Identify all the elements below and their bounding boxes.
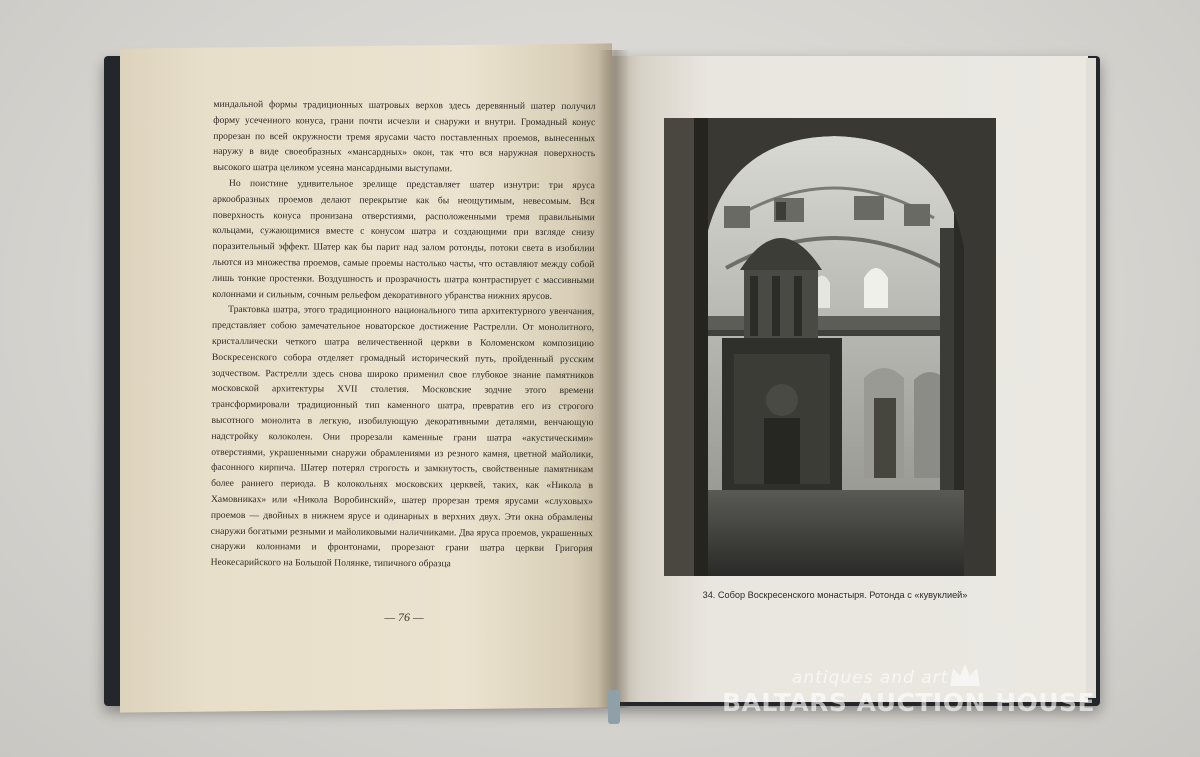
photo-caption: 34. Собор Воскресенского монастыря. Ротонда с «кувуклией»	[702, 590, 968, 600]
bookmark-ribbon	[608, 690, 620, 724]
watermark-tagline: antiques and art	[792, 668, 949, 688]
left-page-text	[211, 97, 596, 573]
paragraph: Но поистине удивительное зрелище представляет шатер изнутри: три яруса аркообразных проемов делают перекрытие как бы неощутимым, невесомым. Вся поверхность конуса пронизана отверстиями, расположенными тремя правильными кольцами, сужающимися вместе с конусом шатра и создающими при взгляде снизу поразительный эффект. Шатер как бы парит над залом ротонды, потоки света в изобилии льются из множества проемов, самые проемы настолько часты, что оставляют между собой лишь тонкие простенки. Воздушность и прозрачность шатра контрастирует с массивными колоннами и сильным, сочным рельефом декоративного убранства нижних ярусов.	[212, 177, 595, 302]
page-edges	[1086, 58, 1096, 698]
paragraph: миндальной формы традиционных шатровых верхов здесь деревянный шатер получил форму усеченного конуса, грани почти исчезли и снаружи и внутри. Громадный конус прорезан по всей окружности тремя ярусами часто поставленных проемов, вынесенных наружу в виде своеобразных «мансардных» окон, так что вся наружная поверхность высокого шатра целиком усеяна мансардными выступами.	[212, 98, 596, 175]
rotunda-photograph	[664, 118, 996, 576]
watermark-name: BALTARS AUCTION HOUSE	[722, 688, 1096, 717]
paragraph: Трактовка шатра, этого традиционного национального типа архитектурного увенчания, представляет собою замечательное новаторское достижение Растрелли. От монолитного, кристаллически четкого шатра величественной церкви в Коломенском композицию Воскресенского собора отделяет громадный исторический путь, пройденный русским зодчеством. Растрелли здесь снова широко применил свое глубокое знание памятников московской архитектуры XVII столетия. Московские зодчие этого времени трансформировали традиционный тип каменного шатра, превратив его из строгого высотного монолита в легкую, изобилующую декоративными деталями, венчающую надстройку колоколен. Они прорезали каменные грани шатра «акустическими» отверстиями, украшенными снаружи обрамлениями из резного камня, цветной майолики, фасонного кирпича. Шатер потерял строгость и замкнутость, свойственные памятникам более раннего периода. В колокольнях московских церквей, таких, как «Никола в Хамовниках» или «Никола Воробинский», шатер прорезан тремя ярусами «слуховых» проемов — двойных в нижнем ярусе и одинарных в верхних двух. Эти окна обрамлены снаружи богатыми резными и майоликовыми наличниками. Два яруса проемов, украшенных снаружи колоннами и фронтонами, прорезают грани шатра церкви Григория Неокесарийского на Большой Полянке, типичного образца	[210, 304, 595, 570]
crown-icon	[948, 662, 982, 690]
book-gutter	[598, 50, 630, 708]
page-number: — 76 —	[384, 610, 424, 624]
rotunda-illustration	[664, 118, 996, 576]
watermark	[722, 668, 1118, 732]
